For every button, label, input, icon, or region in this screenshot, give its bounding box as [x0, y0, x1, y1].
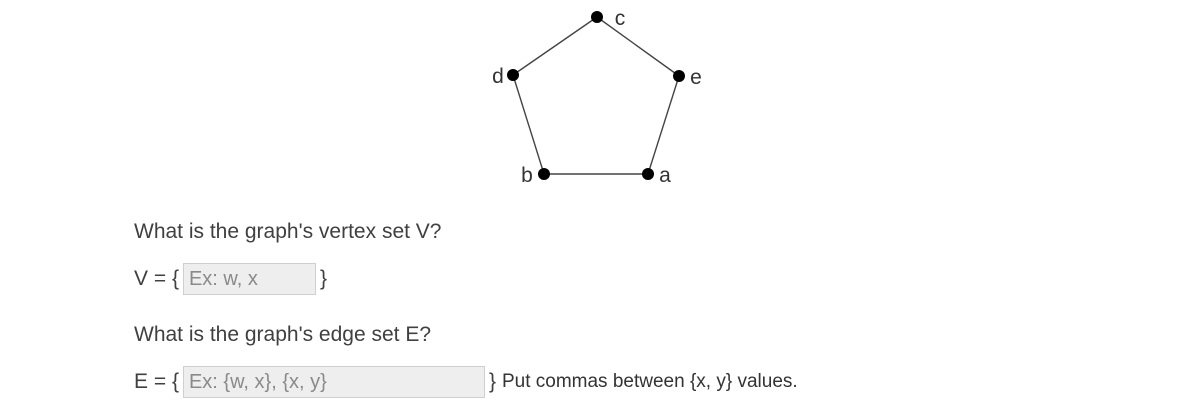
- edge-set-suffix: }: [488, 370, 496, 393]
- edge-e-a: [648, 76, 679, 174]
- vertex-set-answer-row: [134, 262, 327, 296]
- vertex-set-prefix: V = {: [134, 267, 179, 290]
- vertex-set-suffix: }: [319, 267, 327, 290]
- vertex-d: [507, 69, 519, 81]
- vertex-c: [591, 11, 603, 23]
- vertex-e: [673, 70, 685, 82]
- vertex-label-c: c: [614, 7, 626, 30]
- vertex-b: [538, 168, 550, 180]
- graph-labels: [492, 7, 702, 187]
- graph-nodes: [507, 11, 685, 180]
- vertex-label-b: b: [521, 164, 533, 187]
- vertex-label-e: e: [690, 66, 702, 89]
- edge-set-answer-row: [134, 365, 798, 399]
- edge-c-d: [513, 17, 597, 75]
- edge-set-prefix: E = {: [134, 370, 179, 393]
- edge-set-question: What is the graph's edge set E?: [134, 323, 432, 346]
- graph-edges: [513, 17, 679, 174]
- vertex-set-input[interactable]: [183, 263, 316, 295]
- vertex-set-question: What is the graph's vertex set V?: [134, 220, 442, 243]
- edge-set-hint: Put commas between {x, y} values.: [501, 371, 798, 392]
- vertex-label-a: a: [659, 164, 671, 187]
- edge-c-e: [597, 17, 679, 76]
- edge-set-input[interactable]: [183, 366, 485, 398]
- edge-d-b: [513, 75, 544, 174]
- vertex-a: [642, 168, 654, 180]
- graph-diagram: [0, 0, 1200, 200]
- vertex-label-d: d: [492, 65, 504, 88]
